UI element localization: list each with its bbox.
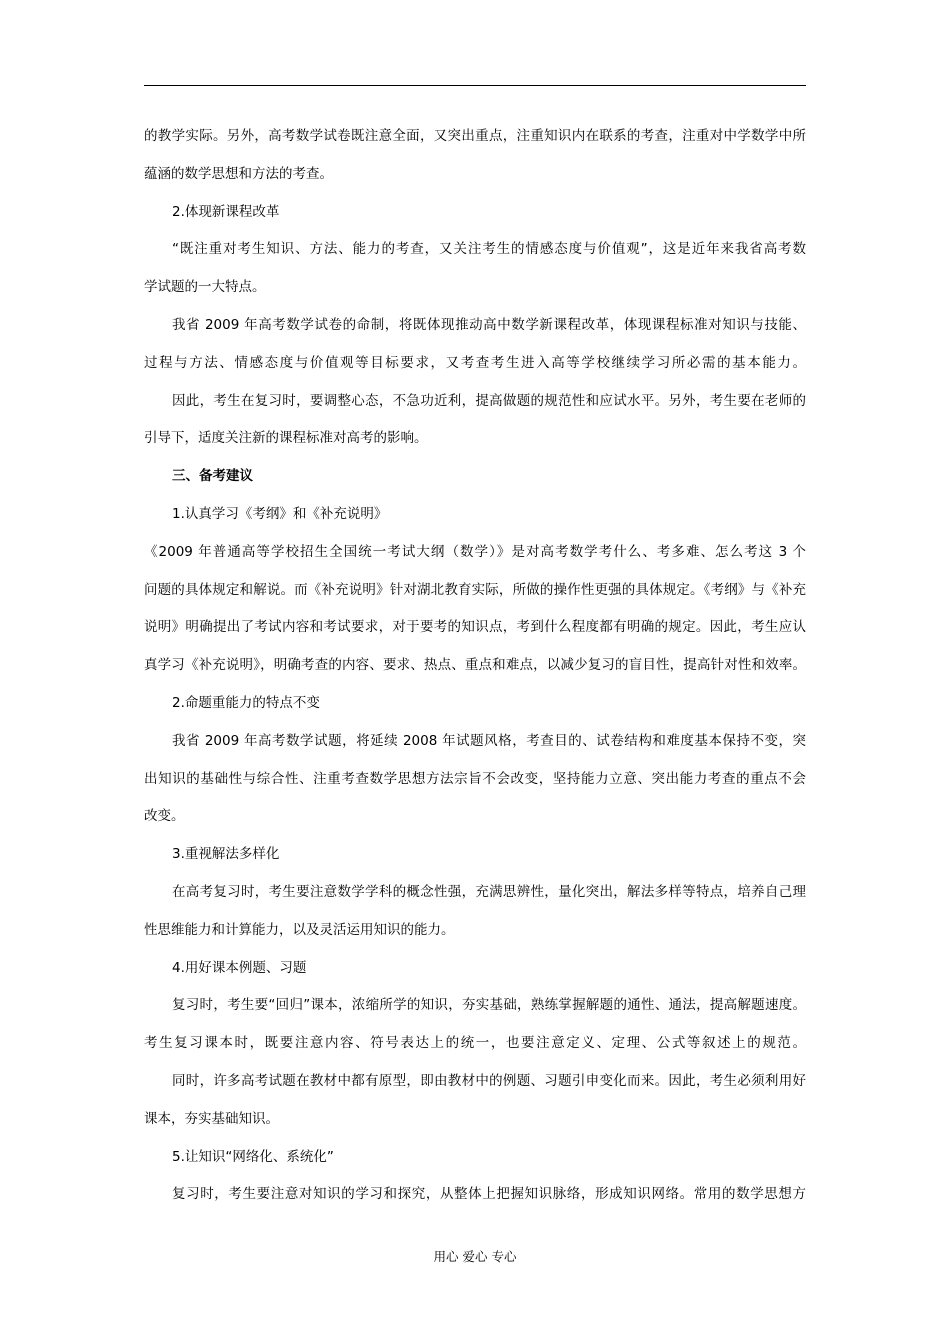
text-line: 2.体现新课程改革 [172, 203, 280, 220]
text-line: 引导下，适度关注新的课程标准对高考的影响。 [144, 430, 428, 447]
header-rule [144, 85, 806, 86]
text-line: “既注重对考生知识、方法、能力的考查，又关注考生的情感态度与价值观”，这是近年来我省高考数 [172, 241, 806, 258]
text-line: 因此，考生在复习时，要调整心态，不急功近利，提高做题的规范性和应试水平。另外，考生要在老师的 [172, 392, 806, 409]
text-line: 复习时，考生要“回归”课本，浓缩所学的知识，夯实基础，熟练掌握解题的通性、通法，提高解题速度。 [172, 997, 806, 1014]
text-line: 性思维能力和计算能力，以及灵活运用知识的能力。 [144, 921, 455, 938]
text-line: 出知识的基础性与综合性、注重考查数学思想方法宗旨不会改变，坚持能力立意、突出能力考查的重点不会 [144, 770, 806, 787]
text-line: 我省 2009 年高考数学试题，将延续 2008 年试题风格，考查目的、试卷结构和难度基本保持不变，突 [172, 732, 806, 749]
text-line: 学试题的一大特点。 [144, 279, 266, 296]
text-line: 真学习《补充说明》，明确考查的内容、要求、热点、重点和难点，以减少复习的盲目性，提高针对性和效率。 [144, 657, 806, 674]
text-line: 4.用好课本例题、习题 [172, 959, 307, 976]
document-body [144, 122, 806, 1218]
text-line: 复习时，考生要注意对知识的学习和探究，从整体上把握知识脉络，形成知识网络。常用的数学思想方 [172, 1186, 806, 1203]
text-line: 课本，夯实基础知识。 [144, 1110, 279, 1127]
text-line: 5.让知识“网络化、系统化” [172, 1148, 334, 1165]
text-line: 在高考复习时，考生要注意数学学科的概念性强，充满思辨性，量化突出，解法多样等特点，培养自己理 [172, 883, 806, 900]
page-footer: 用心 爱心 专心 [433, 1249, 517, 1264]
text-line: 考生复习课本时，既要注意内容、符号表达上的统一，也要注意定义、定理、公式等叙述上的规范。 [144, 1035, 806, 1052]
text-line: 我省 2009 年高考数学试卷的命制，将既体现推动高中数学新课程改革，体现课程标准对知识与技能、 [172, 316, 806, 333]
text-line: 1.认真学习《考纲》和《补充说明》 [172, 505, 388, 522]
text-line: 蕴涵的数学思想和方法的考查。 [144, 165, 333, 182]
text-line: 同时，许多高考试题在教材中都有原型，即由教材中的例题、习题引申变化而来。因此，考生必须利用好 [172, 1072, 806, 1089]
text-line: 改变。 [144, 808, 185, 825]
text-line: 的教学实际。另外，高考数学试卷既注意全面，又突出重点，注重知识内在联系的考查，注重对中学数学中所 [144, 128, 806, 144]
text-line: 说明》明确提出了考试内容和考试要求，对于要考的知识点，考到什么程度都有明确的规定。因此，考生应认 [144, 619, 806, 636]
section-heading: 三、备考建议 [172, 468, 253, 485]
text-line: 问题的具体规定和解说。而《补充说明》针对湖北教育实际，所做的操作性更强的具体规定。《考纲》与《补充 [144, 581, 806, 598]
text-line: 过程与方法、情感态度与价值观等目标要求，又考查考生进入高等学校继续学习所必需的基本能力。 [144, 354, 806, 371]
text-line: 2.命题重能力的特点不变 [172, 694, 320, 711]
text-line: 《2009 年普通高等学校招生全国统一考试大纲（数学）》是对高考数学考什么、考多难、怎么考这 3 个 [144, 543, 806, 560]
text-line: 3.重视解法多样化 [172, 846, 280, 863]
